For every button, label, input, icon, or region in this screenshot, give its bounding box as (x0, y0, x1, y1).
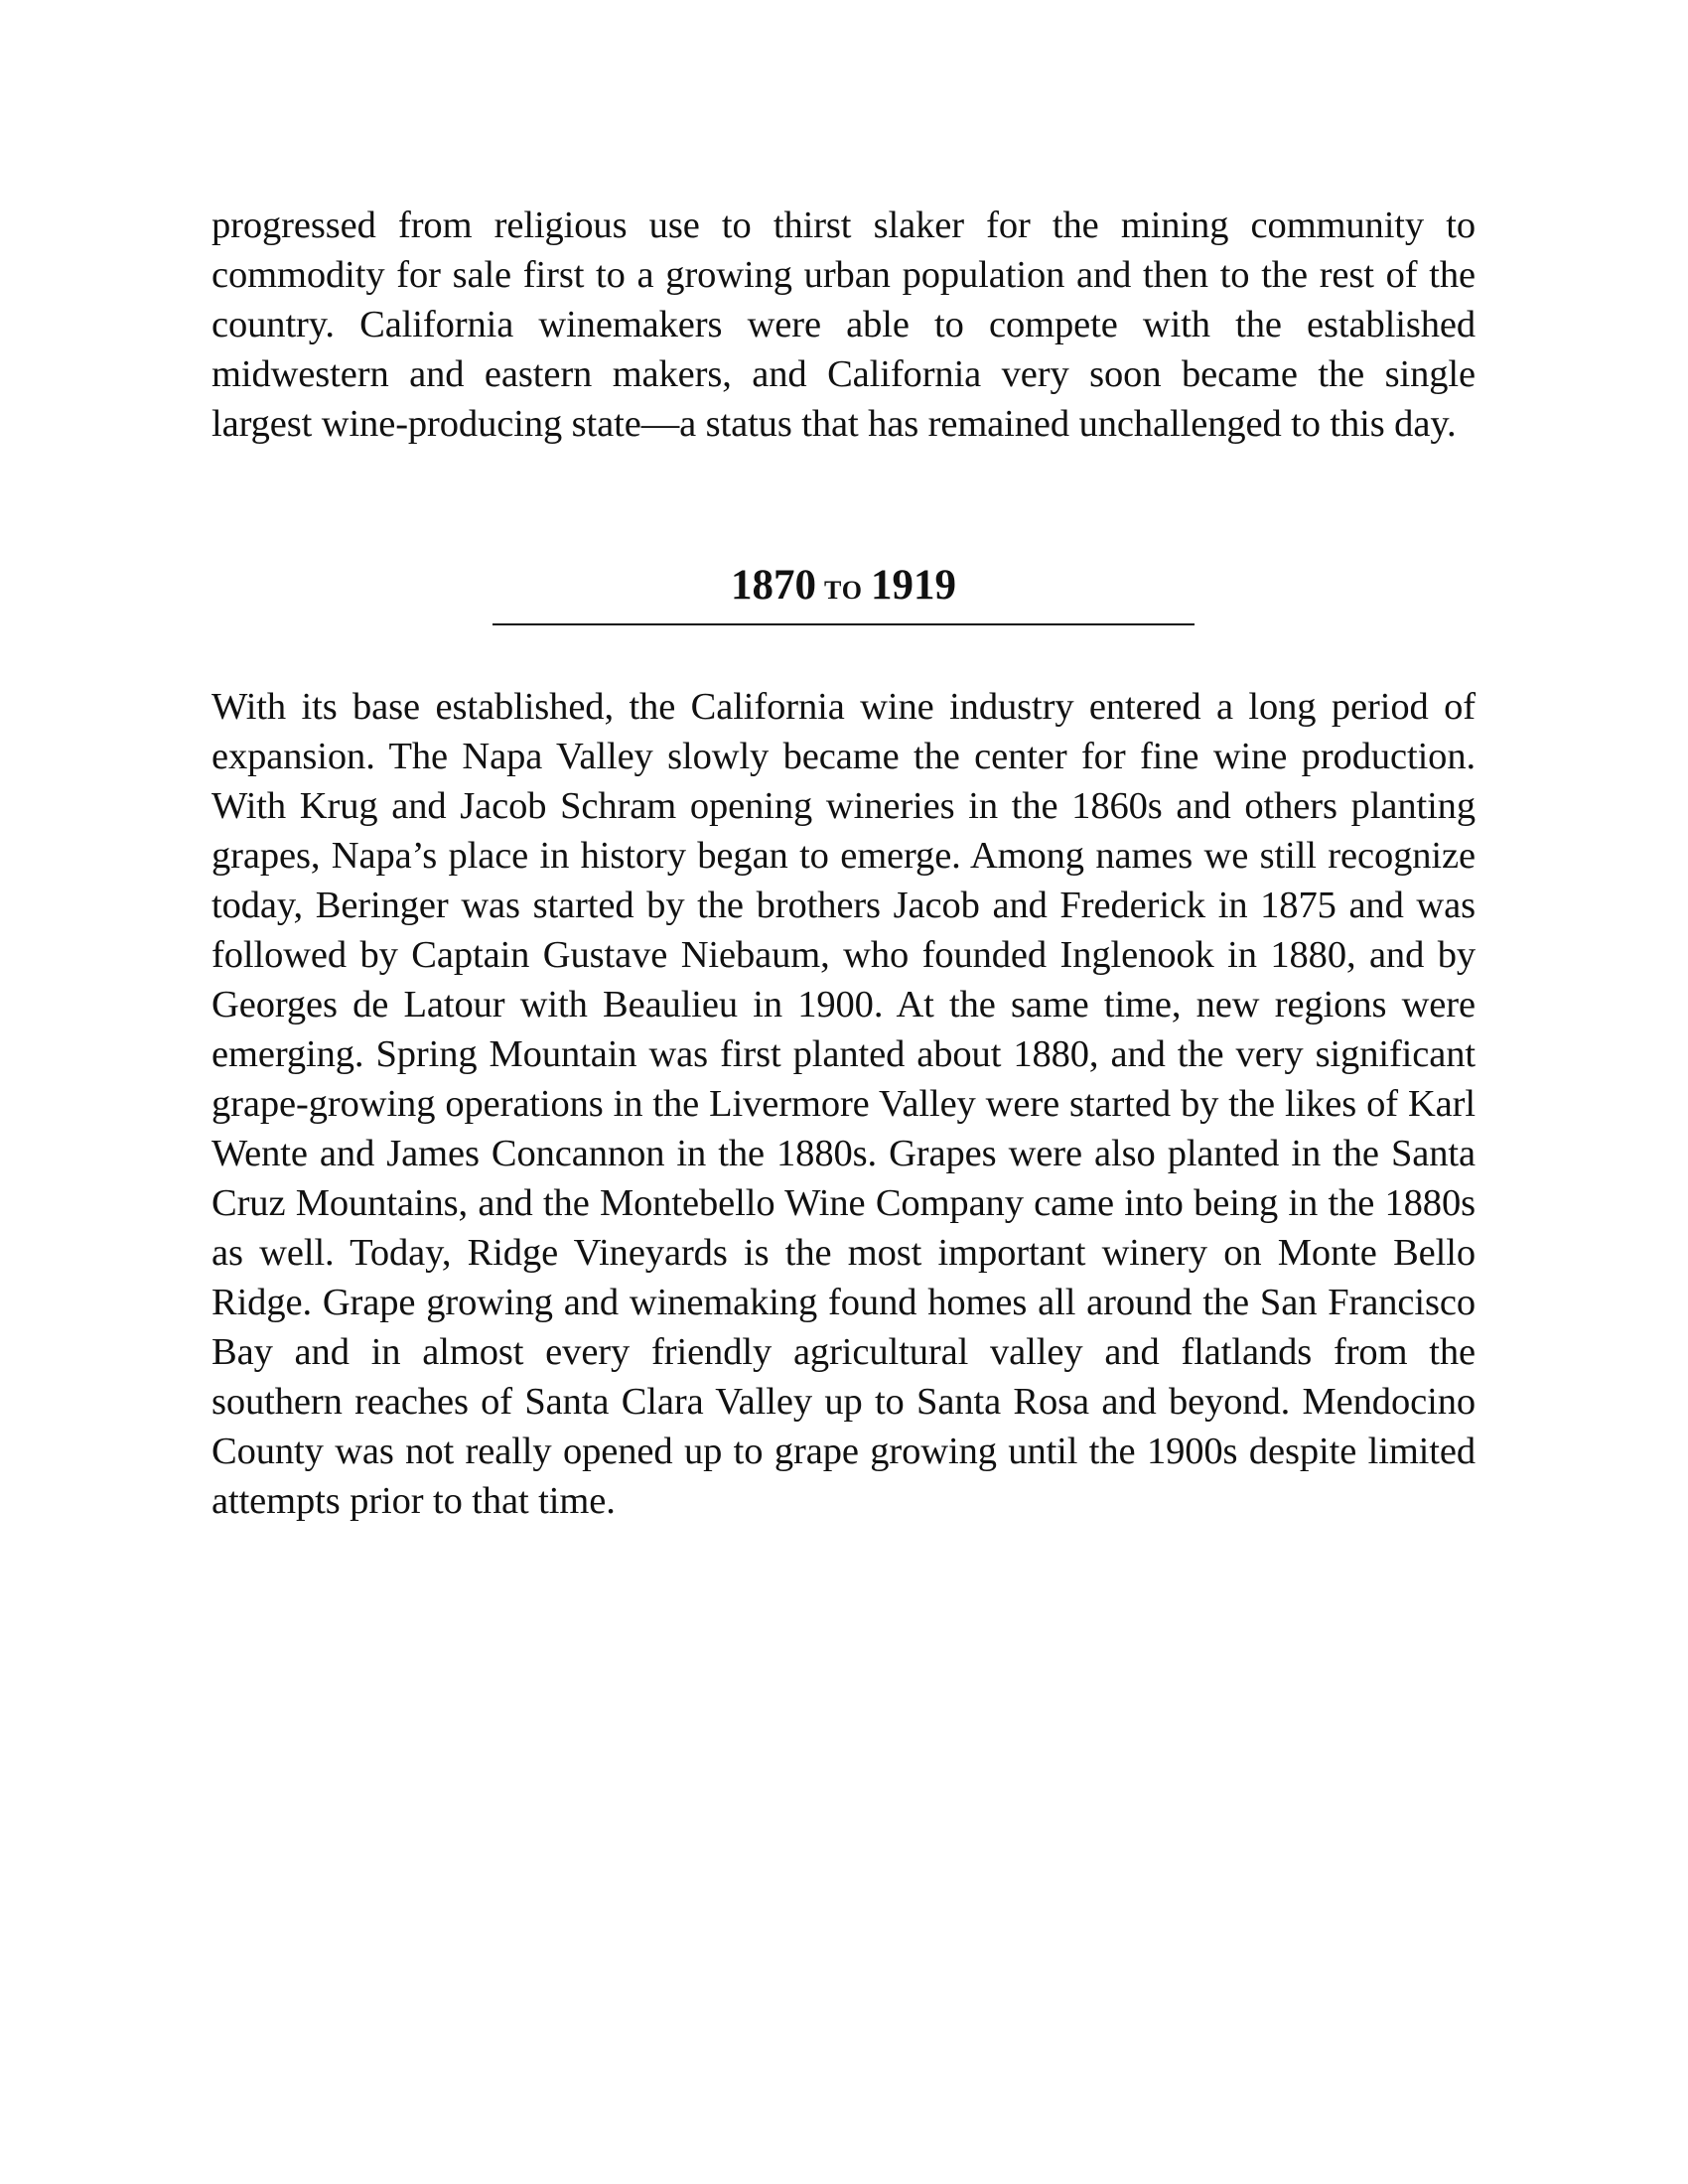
section-heading-block (211, 562, 1476, 625)
intro-paragraph: progressed from religious use to thirst slaker for the mining community to commodity for sale first to a growing urban population and then to the rest of the country. California winemakers were able to compete with the established midwestern and eastern makers, and California very soon became the single largest wine-producing state—a status that has remained unchallenged to this day. (211, 205, 1476, 445)
heading-end-year: 1919 (871, 562, 957, 609)
section-heading (211, 562, 1476, 614)
section-body-paragraph: With its base established, the California wine industry entered a long period of expansion. The Napa Valley slowly became the center for fine wine production. With Krug and Jacob Schram opening wineries in the 1860s and others planting grapes, Napa’s place in history began to emerge. Among names we still recognize today, Beringer was started by the brothers Jacob and Frederick in 1875 and was followed by Captain Gustave Niebaum, who founded Inglenook in 1880, and by Georges de Latour with Beaulieu in 1900. At the same time, new regions were emerging. Spring Mountain was first planted about 1880, and the very significant grape-growing operations in the Livermore Valley were started by the likes of Karl Wente and James Concannon in the 1880s. Grapes were also planted in the Santa Cruz Mountains, and the Montebello Wine Company came into being in the 1880s as well. Today, Ridge Vineyards is the most important winery on Monte Bello Ridge. Grape growing and winemaking found homes all around the San Francisco Bay and in almost every friendly agricultural valley and flatlands from the southern reaches of Santa Clara Valley up to Santa Rosa and beyond. Mendocino County was not really opened up to grape growing until the 1900s despite limited attempts prior to that time. (211, 686, 1476, 1522)
heading-underline (492, 623, 1195, 625)
heading-start-year: 1870 (730, 562, 816, 609)
document-page (211, 201, 1476, 1526)
heading-connector: TO (823, 576, 864, 605)
